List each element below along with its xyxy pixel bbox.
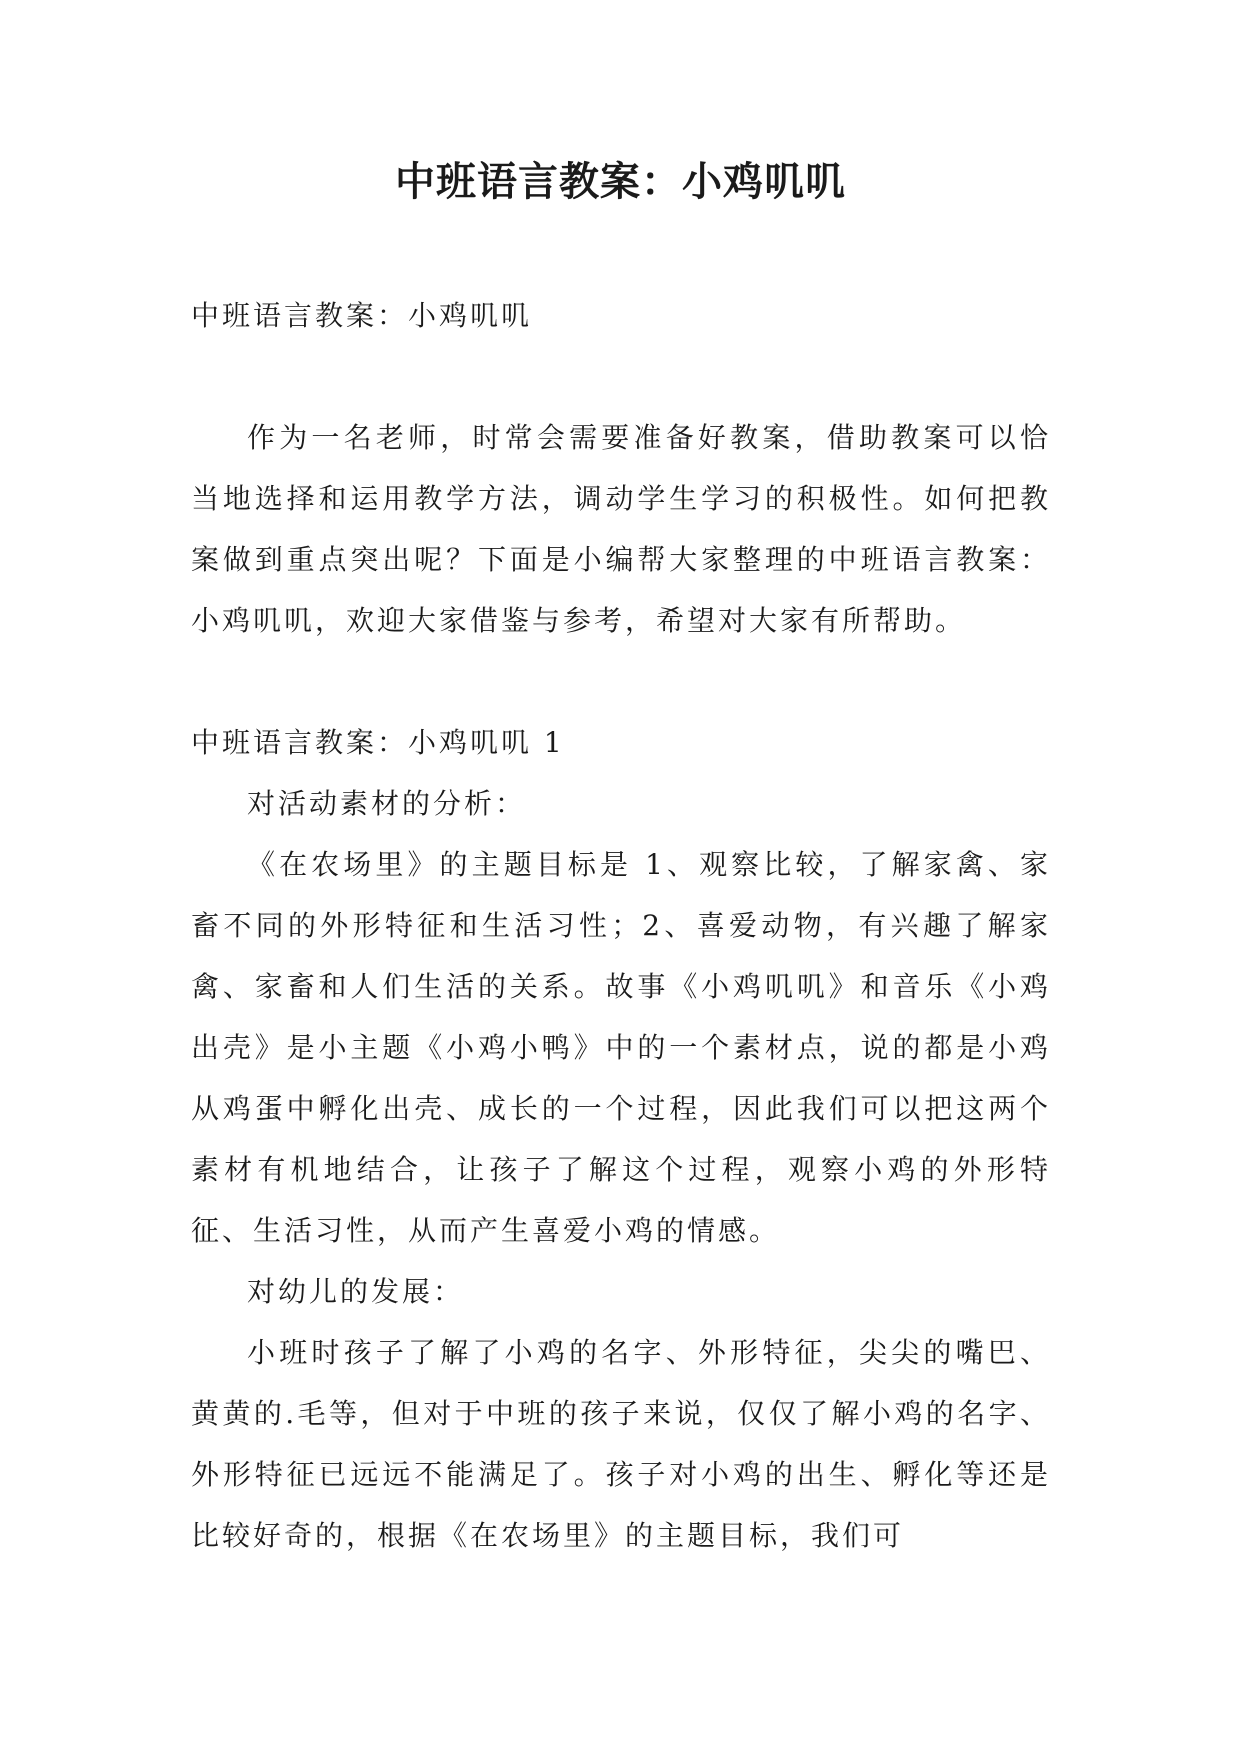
document-body	[191, 285, 1051, 1566]
document-subtitle: 中班语言教案：小鸡叽叽	[191, 299, 533, 332]
development-heading: 对幼儿的发展：	[247, 1275, 465, 1308]
document-title: 中班语言教案：小鸡叽叽	[395, 158, 846, 205]
development-paragraph: 小班时孩子了解了小鸡的名字、外形特征，尖尖的嘴巴、黄黄的.毛等，但对于中班的孩子来说，仅仅了解小鸡的名字、外形特征已远远不能满足了。孩子对小鸡的出生、孵化等还是比较好奇的，根据《在农场里》的主题目标，我们可	[191, 1336, 1051, 1552]
spacer	[191, 651, 1051, 712]
section-heading: 中班语言教案：小鸡叽叽 1	[191, 726, 565, 759]
analysis-heading: 对活动素材的分析：	[247, 787, 527, 820]
analysis-paragraph: 《在农场里》的主题目标是 1、观察比较，了解家禽、家畜不同的外形特征和生活习性；2、喜爱动物，有兴趣了解家禽、家畜和人们生活的关系。故事《小鸡叽叽》和音乐《小鸡出壳》是小主题《小鸡小鸭》中的一个素材点，说的都是小鸡从鸡蛋中孵化出壳、成长的一个过程，因此我们可以把这两个素材有机地结合，让孩子了解这个过程，观察小鸡的外形特征、生活习性，从而产生喜爱小鸡的情感。	[191, 848, 1051, 1247]
spacer	[191, 346, 1051, 407]
intro-paragraph: 作为一名老师，时常会需要准备好教案，借助教案可以恰当地选择和运用教学方法，调动学生学习的积极性。如何把教案做到重点突出呢？下面是小编帮大家整理的中班语言教案：小鸡叽叽，欢迎大家借鉴与参考，希望对大家有所帮助。	[191, 421, 1051, 637]
